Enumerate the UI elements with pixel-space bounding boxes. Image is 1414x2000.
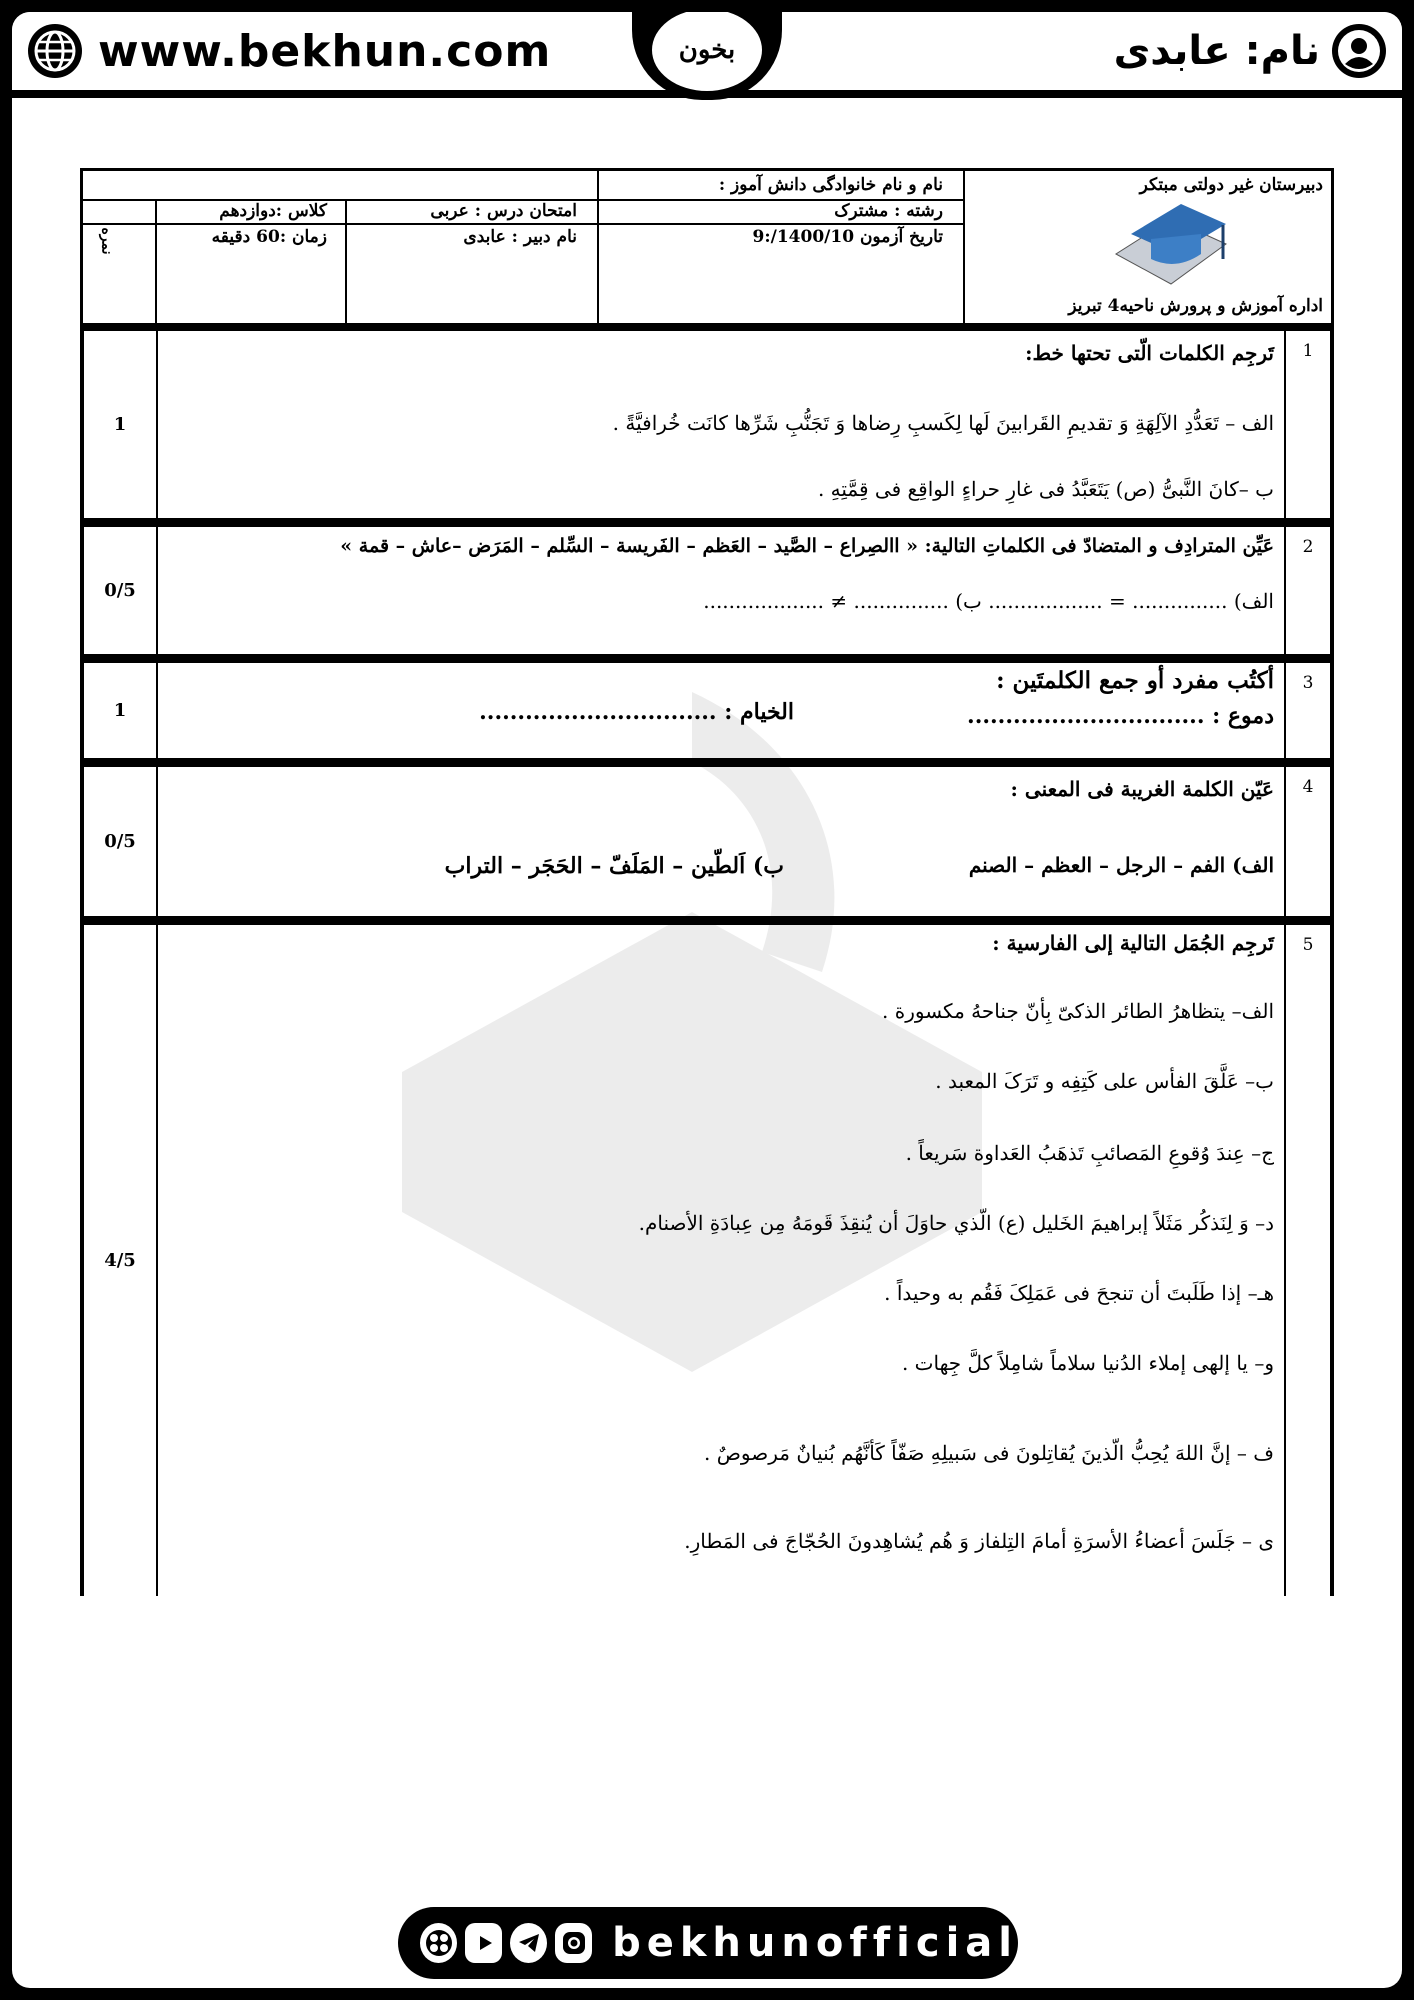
teacher-name-box <box>1114 22 1388 80</box>
question-score: 0/5 <box>84 767 158 916</box>
user-icon <box>1330 22 1388 80</box>
student-name-label: نام و نام خانوادگی دانش آموز : <box>718 175 943 195</box>
question-number: 2 <box>1284 527 1330 654</box>
question-score: 0/5 <box>84 527 158 654</box>
question-line: الف) ............... = .................. ب) ............... ≠ ................... <box>703 589 1274 613</box>
question-title: أکتُب مفرد أو جمع الکلمتَین : <box>996 667 1274 694</box>
department-name: اداره آموزش و پرورش ناحیه4 تبریز <box>1068 296 1323 316</box>
globe-icon <box>26 22 84 80</box>
question-line: و– یا إلهی إملاء الدُنیا سلاماً شامِلاً کلَّ جِهات . <box>901 1351 1274 1375</box>
question-number: 4 <box>1284 767 1330 916</box>
teacher-name: نام: عابدی <box>1113 28 1320 74</box>
question-title: عَیِّن المترادِف و المتضادّ فی الکلماتِ التالیة: « االصِراع – الصَّید – العَظم – الفَریسة – السِّلم – المَرَض –عاش – قمة » <box>340 535 1274 557</box>
question-number: 1 <box>1284 331 1330 518</box>
question-line: دموع : ............................... <box>967 703 1274 729</box>
instagram-icon[interactable] <box>555 1923 592 1963</box>
website-text: www.bekhun.com <box>98 25 552 77</box>
question-title: تَرجِم الکلمات الّتی تحتها خط: <box>1025 341 1274 365</box>
exam-header <box>80 168 1334 326</box>
graduation-cap-icon <box>1111 199 1231 289</box>
question-line: هـ– إذا طَلَبتَ أن تنجحَ فی عَمَلِکَ فَقُم به وحیداً . <box>884 1281 1274 1305</box>
question-line: الخیام : ............................... <box>479 699 794 725</box>
exam-sheet <box>80 168 1334 1596</box>
question-line: ی – جَلَسَ أعضاءُ الأسرَةِ أمامَ التِلفاز وَ هُم یُشاهِدونَ الحُجّاجَ فی المَطارِ. <box>684 1529 1274 1553</box>
grade-label: کلاس :دوازدهم <box>219 201 327 221</box>
question-1 <box>80 326 1334 522</box>
social-bar <box>398 1907 1018 1979</box>
social-handle[interactable]: bekhunofficial <box>612 1920 1018 1966</box>
question-line: ب) اَلطّین – المَلَفّ – الحَجَر – التراب <box>444 853 784 879</box>
aparat-icon[interactable] <box>420 1923 457 1963</box>
question-line: ب– عَلَّقَ الفأس علی کَتِفِه و تَرَکَ المعبد . <box>935 1069 1274 1093</box>
brand-logo-text: بخون <box>678 35 736 65</box>
question-line: ج– عِندَ وُقوعِ المَصائبِ تَذهَبُ العَداوة سَریعاً . <box>905 1141 1274 1165</box>
website-link[interactable] <box>26 22 551 80</box>
brand-logo-circle <box>652 12 762 91</box>
question-line: د– وَ لِنَذکُر مَثَلاً إبراهیمَ الخَلیل (ع) الّذي حاوَلَ أن یُنقِذَ قَومَهُ مِن عِبادَةِ الأصنام. <box>638 1211 1274 1235</box>
teacher-label: نام دبیر : عابدی <box>463 227 577 247</box>
exam-date-label: تاریخ آزمون 1400/10/:9 <box>752 227 943 247</box>
question-line: الف) الفم – الرجل – العظم – الصنم <box>968 853 1274 877</box>
score-column-label: نمره <box>98 227 115 255</box>
subject-label: امتحان درس : عربی <box>430 201 577 221</box>
field-label: رشته : مشترک <box>834 201 943 221</box>
youtube-icon[interactable] <box>465 1923 502 1963</box>
question-score: 1 <box>84 663 158 758</box>
question-line: الف– یتظاهرُ الطائر الذکیّ بِأنّ جناحهُ مکسورة . <box>882 999 1274 1023</box>
question-score: 1 <box>84 331 158 518</box>
school-name: دبیرستان غیر دولتی مبتکر <box>1139 175 1323 195</box>
duration-label: زمان :60 دقیقه <box>211 227 327 247</box>
question-2 <box>80 522 1334 658</box>
question-number: 5 <box>1284 925 1330 1596</box>
question-3 <box>80 658 1334 762</box>
question-5 <box>80 920 1334 1596</box>
question-line: ف – إنَّ اللهَ یُحِبُّ الّذینَ یُقاتِلونَ فی سَبیلِهِ صَفّاً کَأنَّهُم بُنیانٌ مَرصوصٌ . <box>704 1441 1274 1465</box>
question-title: عَیّن الکلمة الغریبة فی المعنی : <box>1010 777 1274 801</box>
question-number: 3 <box>1284 663 1330 758</box>
question-line: الف – تَعَدُّدِ الآلِهَةِ وَ تقدیمِ القَرابینَ لَها لِکَسبِ رِضاها وَ تَجَنُّبِ شَرِّها کانَت خُرافیَّةً . <box>612 411 1274 435</box>
question-score: 4/5 <box>84 925 158 1596</box>
question-title: تَرجِم الجُمَل التالیة إلی الفارسیة : <box>992 931 1274 955</box>
page-frame <box>12 12 1402 1988</box>
question-line: ب –کانَ النَّبیُّ (ص) یَتَعَبَّدُ فی غارِ حراءٍ الواقِع فی قِمَّتِهِ . <box>817 477 1274 501</box>
telegram-icon[interactable] <box>510 1923 547 1963</box>
question-4 <box>80 762 1334 920</box>
